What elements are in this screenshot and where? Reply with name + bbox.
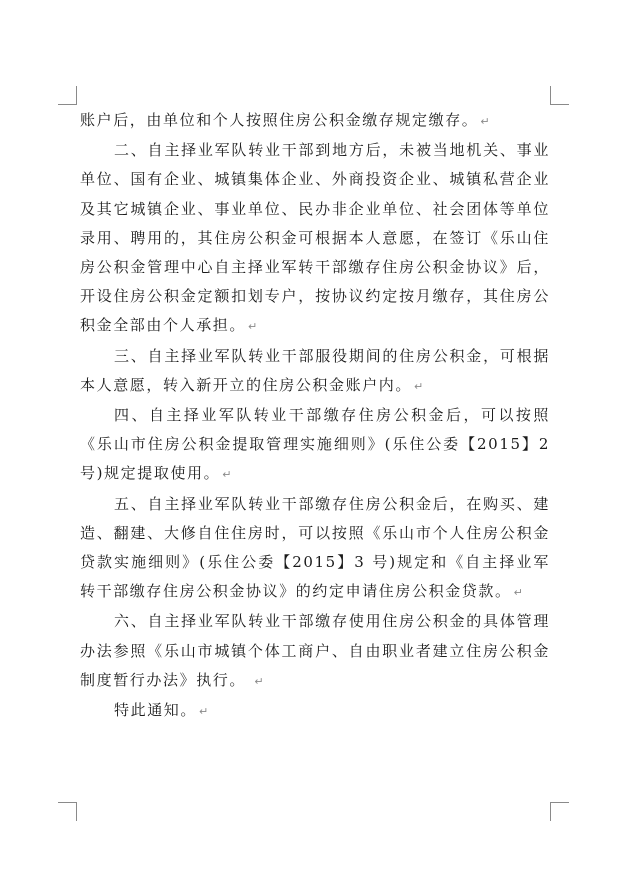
margin-corner-bottom-left bbox=[58, 802, 77, 821]
paragraph-text: 二、自主择业军队转业干部到地方后，未被当地机关、事业单位、国有企业、城镇集体企业、外商投资企业、城镇私营企业及其它城镇企业、事业单位、民办非企业单位、社会团体等单位录用、聘用的，其住房公积金可根据本人意愿，在签订《乐山住房公积金管理中心自主择业军转干部缴存住房公积金协议》后，开设住房公积金定额扣划专户，按协议约定按月缴存，其住房公积金全部由个人承担。 bbox=[80, 141, 550, 335]
paragraph-3 bbox=[80, 342, 550, 401]
paragraph-mark-icon: ↵ bbox=[222, 468, 232, 482]
paragraph-mark-icon: ↵ bbox=[513, 586, 523, 600]
paragraph-mark-icon: ↵ bbox=[414, 379, 424, 393]
paragraph-text: 五、自主择业军队转业干部缴存住房公积金后，在购买、建造、翻建、大修自住住房时，可以按照《乐山市个人住房公积金贷款实施细则》(乐住公委【2015】3 号)规定和《自主择业军转干部缴存住房公积金协议》的约定申请住房公积金贷款。 bbox=[80, 494, 550, 601]
margin-corner-top-left bbox=[58, 86, 77, 105]
paragraph-mark-icon: ↵ bbox=[248, 320, 258, 334]
paragraph-mark-icon: ↵ bbox=[254, 674, 264, 688]
document-body[interactable] bbox=[80, 106, 550, 726]
paragraph-text: 账户后，由单位和个人按照住房公积金缴存规定缴存。 bbox=[80, 111, 479, 129]
paragraph-text: 六、自主择业军队转业干部缴存使用住房公积金的具体管理办法参照《乐山市城镇个体工商户、自由职业者建立住房公积金制度暂行办法》执行。 bbox=[80, 612, 550, 689]
paragraph-2 bbox=[80, 136, 550, 341]
paragraph-7 bbox=[80, 696, 550, 726]
paragraph-6 bbox=[80, 607, 550, 696]
margin-corner-top-right bbox=[550, 86, 569, 105]
paragraph-text: 特此通知。 bbox=[114, 701, 198, 720]
paragraph-text: 四、自主择业军队转业干部缴存住房公积金后，可以按照《乐山市住房公积金提取管理实施细则》(乐住公委【2015】2 号)规定提取使用。 bbox=[80, 406, 550, 483]
paragraph-5 bbox=[80, 490, 550, 608]
paragraph-mark-icon: ↵ bbox=[199, 705, 209, 719]
paragraph-4 bbox=[80, 401, 550, 490]
paragraph-text: 三、自主择业军队转业干部服役期间的住房公积金，可根据本人意愿，转入新开立的住房公积金账户内。 bbox=[80, 346, 550, 394]
paragraph-mark-icon: ↵ bbox=[480, 115, 490, 128]
margin-corner-bottom-right bbox=[550, 802, 569, 821]
paragraph-1 bbox=[80, 106, 550, 136]
